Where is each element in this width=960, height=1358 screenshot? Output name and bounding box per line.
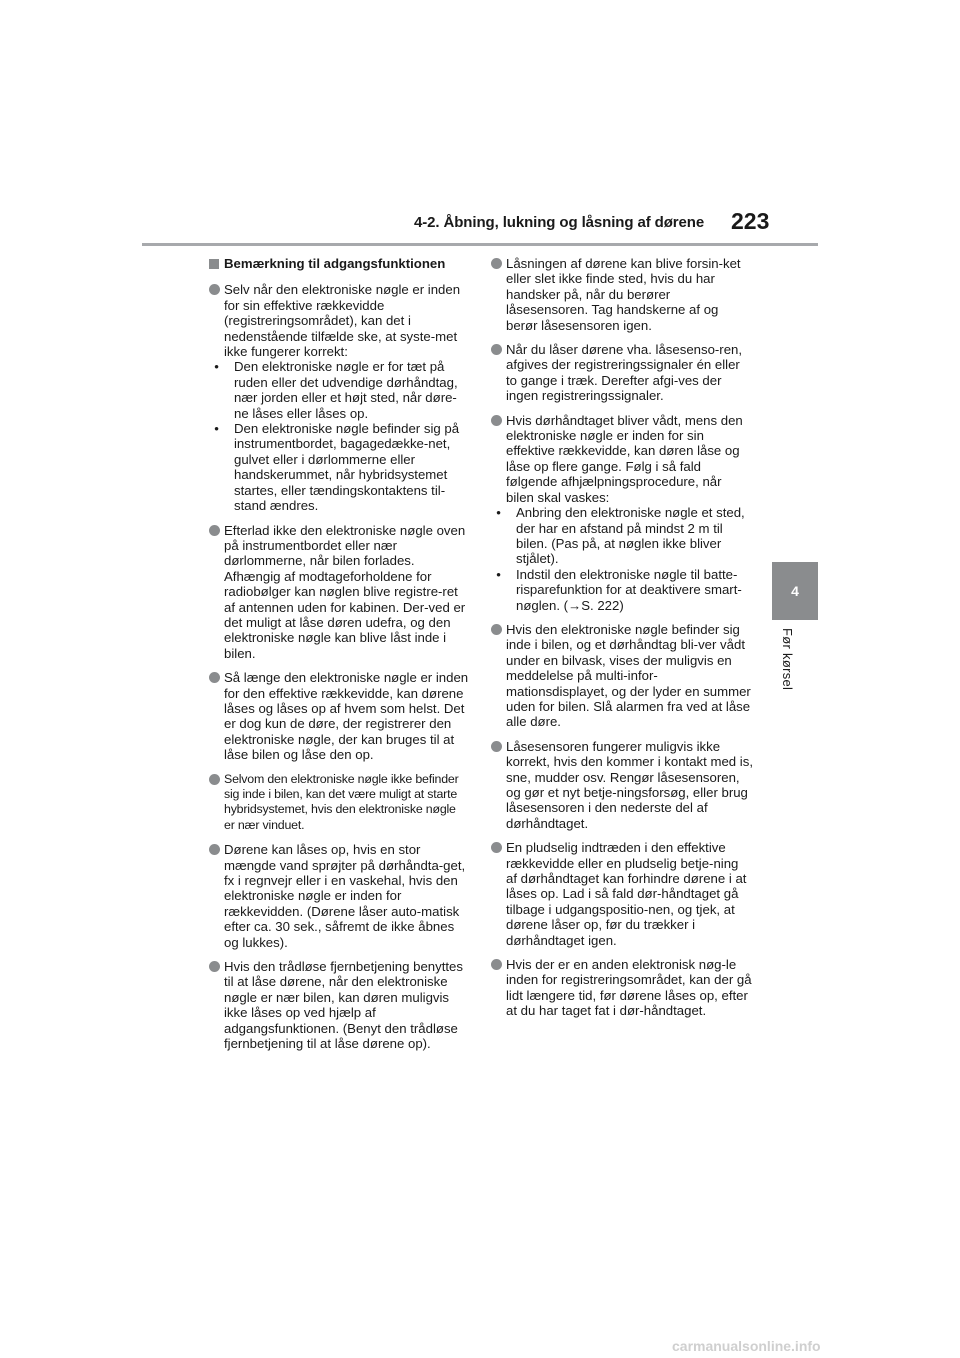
item-text: Selv når den elektroniske nøgle er inden for sin effektive rækkevidde (registreringsområdet), kan det i nedenstående tilfælde ske, at syste-met ikke fungerer korrekt: <box>224 282 461 360</box>
list-item <box>491 840 753 948</box>
square-bullet-icon <box>209 259 219 269</box>
section-heading <box>209 256 469 271</box>
sub-item-text: Indstil den elektroniske nøgle til batte-risparefunktion for at deaktivere smart-nøglen. (→S. 222) <box>516 566 742 613</box>
item-text: Låsesensoren fungerer muligvis ikke korrekt, hvis den kommer i kontakt med is, sne, mudder osv. Rengør låsesensoren, og gør et nyt betje-ningsforsøg, eller brug låsesensoren i den nederste del af dørhåndtaget. <box>506 738 753 831</box>
chapter-label: Før kørsel <box>780 628 795 691</box>
round-bullet-icon <box>491 624 502 635</box>
list-item <box>209 842 469 950</box>
item-text: Hvis dørhåndtaget bliver vådt, mens den elektroniske nøgle er inden for sin effektive rækkevidde, kan døren låse og låse op flere gange. Følg i så fald følgende afhjælpningsprocedure, når bilen skal vaskes: <box>506 412 743 505</box>
item-text: En pludselig indtræden i den effektive rækkevidde eller en pludselig betje-ning af dørhåndtaget kan forhindre dørene i at låses op. Lad i så fald dør-håndtaget gå tilbage i udgangspositio-nen, og tjek, at dørene låser op, før du trækker i dørhåndtaget igen. <box>506 840 747 948</box>
dot-bullet-icon: • <box>496 505 501 521</box>
sub-item-text: Anbring den elektroniske nøgle et sted, der har en afstand på mindst 2 m til bilen. (Pas på, at nøglen ikke bliver stjålet). <box>516 505 745 567</box>
dot-bullet-icon: • <box>496 566 501 582</box>
list-item <box>209 959 469 1051</box>
item-text: Når du låser dørene vha. låsesenso-ren, afgives der registreringssignaler én eller to gange i træk. Derefter afgi-ves der ingen registreringssignaler. <box>506 342 743 404</box>
watermark: carmanualsonline.info <box>672 1338 821 1354</box>
list-item <box>491 413 753 613</box>
round-bullet-icon <box>209 774 220 785</box>
section-title: 4-2. Åbning, lukning og låsning af dørene <box>414 214 705 231</box>
list-item <box>209 523 469 662</box>
item-text: Låsningen af dørene kan blive forsin-ket eller slet ikke finde sted, hvis du har handsker på, når du berører låsesensoren. Tag handskerne af og berør låsesensoren igen. <box>506 256 741 333</box>
heading-text: Bemærkning til adgangsfunktionen <box>224 256 446 271</box>
sub-item <box>214 359 469 421</box>
sub-item <box>496 505 753 567</box>
sub-item-text: Den elektroniske nøgle befinder sig på instrumentbordet, bagagedække-net, gulvet eller i dørlommerne eller handskerummet, når hybridsystemet startes, eller tændingskontaktens til-stand ændres. <box>234 421 460 514</box>
round-bullet-icon <box>491 959 502 970</box>
round-bullet-icon <box>209 525 220 536</box>
dot-bullet-icon: • <box>214 359 219 375</box>
sub-item <box>214 421 469 514</box>
list-item <box>491 622 753 730</box>
left-column <box>209 256 469 1061</box>
chapter-number: 4 <box>791 583 799 599</box>
right-column <box>491 256 753 1028</box>
item-text: Hvis den trådløse fjernbetjening benyttes til at låse dørene, når den elektroniske nøgle er nær bilen, kan døren muligvis ikke låses op ved hjælp af adgangsfunktionen. (Benyt den trådløse fjernbetjening til at låse dørene op). <box>224 959 463 1052</box>
list-item <box>491 957 753 1019</box>
item-text: Dørene kan låses op, hvis en stor mængde vand sprøjter på dørhåndta-get, fx i regnvejr eller i en vaskehal, hvis den elektroniske nøgle er inden for rækkevidden. (Dørene låser auto-matisk efter ca. 30 sek., såfremt de ikke åbnes og lukkes). <box>224 842 466 950</box>
left-item-list <box>209 282 469 1051</box>
list-item <box>491 739 753 831</box>
item-text: Hvis der er en anden elektronisk nøg-le inden for registreringsområdet, kan der gå lidt længere tid, før dørene låses op, efter at du har taget fat i dør-håndtaget. <box>506 957 752 1019</box>
item-text: Efterlad ikke den elektroniske nøgle oven på instrumentbordet eller nær dørlommerne, når bilen forlades. Afhængig af modtageforholdene for radiobølger kan nøglen blive registre-ret af antennen uden for kabinen. Der-ved er det muligt at låse døren udefra, og den elektroniske nøgle kan blive låst inde i bilen. <box>224 522 466 661</box>
round-bullet-icon <box>491 258 502 269</box>
sub-item-text: Den elektroniske nøgle er for tæt på ruden eller det udvendige dørhåndtag, nær jorden eller et højt sted, når døre-ne låses eller låses op. <box>234 359 458 421</box>
header-divider <box>142 243 818 246</box>
round-bullet-icon <box>209 961 220 972</box>
round-bullet-icon <box>209 284 220 295</box>
right-item-list <box>491 256 753 1019</box>
list-item <box>209 772 469 834</box>
round-bullet-icon <box>209 672 220 683</box>
chapter-tab[interactable] <box>772 562 818 620</box>
dot-bullet-icon: • <box>214 421 219 437</box>
round-bullet-icon <box>491 741 502 752</box>
round-bullet-icon <box>491 415 502 426</box>
list-item <box>209 282 469 513</box>
round-bullet-icon <box>491 842 502 853</box>
item-text: Så længe den elektroniske nøgle er inden for den effektive rækkevidde, kan dørene låses og låses op af hvem som helst. Det er dog kun de døre, der registrerer den elektroniske nøgle, der kan bruges til at låse bilen og låse den op. <box>224 670 469 763</box>
sub-item <box>496 566 753 613</box>
round-bullet-icon <box>491 344 502 355</box>
item-text: Selvom den elektroniske nøgle ikke befinder sig inde i bilen, kan det være muligt at starte hybridsystemet, hvis den elektroniske nøgle er nær vinduet. <box>224 771 459 832</box>
list-item <box>491 256 753 333</box>
page-number: 223 <box>731 208 770 234</box>
round-bullet-icon <box>209 844 220 855</box>
list-item <box>209 670 469 762</box>
item-text: Hvis den elektroniske nøgle befinder sig inde i bilen, og et dørhåndtag bli-ver vådt under en bilvask, vises der muligvis en meddelelse på multi-infor-mationsdisplayet, og der lyder en summer uden for bilen. Slå alarmen fra ved at låse alle døre. <box>506 621 751 730</box>
list-item <box>491 342 753 404</box>
